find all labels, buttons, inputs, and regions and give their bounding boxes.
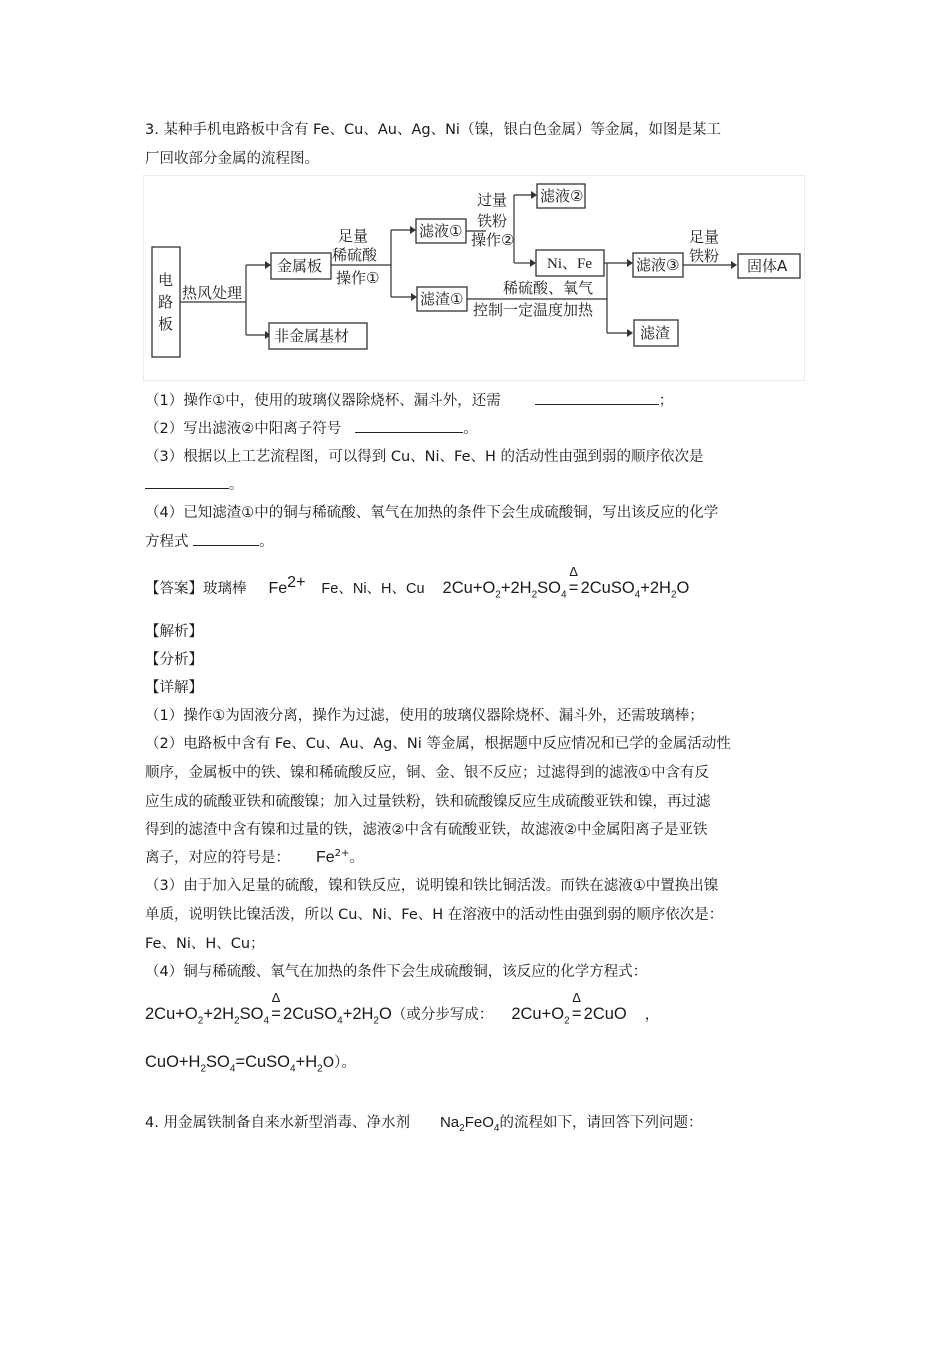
q3-sub3-end: 。 bbox=[229, 477, 244, 493]
answer-blank-3[interactable] bbox=[145, 474, 229, 489]
analysis-p2e: 离子，对应的符号是： $Fe^{2+}$。 bbox=[145, 848, 364, 866]
analysis-p2a: （2）电路板中含有 Fe、Cu、Au、Ag、Ni 等金属，根据题中反应情况和已学的金属活动性 bbox=[145, 736, 731, 752]
heat-label-2: 控制一定温度加热 bbox=[473, 301, 594, 319]
analysis-p2c: 应生成的硫酸亚铁和硫酸镍；加入过量铁粉，铁和硫酸镍反应生成硫酸亚铁和镍，再过滤 bbox=[145, 794, 711, 810]
circuit-board-char3: 板 bbox=[158, 315, 174, 333]
heat-equals-sign-2: Δ = bbox=[271, 990, 281, 1023]
answer-label: 【答案】玻璃棒 bbox=[145, 580, 247, 597]
hot-air-label: 热风处理 bbox=[182, 284, 243, 302]
answer-order: Fe、Ni、H、Cu bbox=[321, 580, 425, 597]
q3-sub4-end: 。 bbox=[259, 534, 274, 550]
filtrate3-label: 滤液③ bbox=[636, 256, 680, 274]
iron-label-2: 铁粉 bbox=[477, 212, 508, 230]
iron2-label-2: 铁粉 bbox=[689, 247, 720, 265]
q3-sub3: （3）根据以上工艺流程图，可以得到 Cu、Ni、Fe、H 的活动性由强到弱的顺序依次是 bbox=[145, 449, 704, 465]
q3-sub4b-text: 方程式 bbox=[145, 534, 189, 550]
heat-equals-sign: Δ = bbox=[568, 563, 579, 597]
q3-sub4b bbox=[145, 530, 274, 551]
metal-board-label: 金属板 bbox=[277, 257, 323, 275]
analysis-p3c: Fe、Ni、H、Cu； bbox=[145, 936, 265, 952]
answer-equation: $2Cu+O_2+2H_2SO_4$ Δ = $2CuSO_4+2H_2O$ bbox=[442, 563, 690, 601]
q3-line1: 3. 某种手机电路板中含有 Fe、Cu、Au、Ag、Ni（镍，银白色金属）等金属，如图是某工 bbox=[145, 122, 721, 138]
q3-sub1-text: （1）操作①中，使用的玻璃仪器除烧杯、漏斗外，还需 bbox=[145, 393, 501, 409]
q3-line2: 厂回收部分金属的流程图。 bbox=[145, 151, 319, 167]
q3-sub1-end: ； bbox=[658, 393, 674, 409]
answer-blank-4[interactable] bbox=[193, 531, 259, 546]
answer-line bbox=[145, 563, 690, 601]
circuit-board-char2: 路 bbox=[158, 293, 174, 311]
q3-sub2-text: （2）写出滤液②中阳离子符号 bbox=[145, 421, 342, 437]
analysis-equation-line: $2Cu+O_2+2H_2SO_4$ Δ = $2CuSO_4+2H_2O$（或分步写成： $2Cu+O_2$ Δ = 2CuO ， bbox=[145, 990, 660, 1027]
analysis-fenxi: 【分析】 bbox=[145, 652, 203, 668]
analysis-jiexi: 【解析】 bbox=[145, 624, 203, 640]
answer-ion-charge: 2+ bbox=[287, 574, 306, 591]
residue-label: 滤渣 bbox=[640, 324, 671, 342]
analysis-xiangjie: 【详解】 bbox=[145, 680, 203, 696]
q3-sub2 bbox=[145, 417, 478, 438]
q4-line: 4. 用金属铁制备自来水新型消毒、净水剂 $Na_2FeO_4$的流程如下，请回答下列问题： bbox=[145, 1114, 703, 1134]
analysis-p3b: 单质，说明铁比镍活泼，所以 Cu、Ni、Fe、H 在溶液中的活动性由强到弱的顺序依次是： bbox=[145, 907, 724, 923]
analysis-p2b: 顺序，金属板中的铁、镍和稀硫酸反应，铜、金、银不反应；过滤得到的滤液①中含有反 bbox=[145, 765, 709, 781]
residue1-label: 滤渣① bbox=[420, 290, 464, 308]
answer-blank-2[interactable] bbox=[355, 418, 463, 433]
circuit-board-char1: 电 bbox=[158, 271, 174, 289]
q3-sub1 bbox=[145, 389, 673, 410]
nonmetal-label: 非金属基材 bbox=[274, 327, 350, 345]
filtrate2-label: 滤液② bbox=[540, 187, 584, 205]
answer-ion: Fe bbox=[268, 579, 288, 597]
flow-diagram bbox=[143, 175, 805, 381]
analysis-p4: （4）铜与稀硫酸、氧气在加热的条件下会生成硫酸铜，该反应的化学方程式： bbox=[145, 964, 648, 980]
solid-a-label: 固体A bbox=[747, 257, 788, 275]
analysis-p2d: 得到的滤渣中含有镍和过量的铁，滤液②中含有硫酸亚铁，故滤液②中金属阳离子是亚铁 bbox=[145, 822, 708, 838]
acid-label-3: 操作① bbox=[336, 269, 380, 287]
iron-label-1: 过量 bbox=[477, 191, 508, 209]
nife-label: Ni、Fe bbox=[547, 256, 593, 272]
q3-sub2-end: 。 bbox=[463, 421, 478, 437]
iron-label-3: 操作② bbox=[471, 231, 515, 249]
acid-label-2: 稀硫酸 bbox=[332, 246, 378, 264]
analysis-equation-line-2: $CuO+H_2SO_4=CuSO_4+H_2O$）。 bbox=[145, 1053, 356, 1075]
analysis-p1: （1）操作①为固液分离，操作为过滤，使用的玻璃仪器除烧杯、漏斗外，还需玻璃棒； bbox=[145, 708, 704, 724]
heat-equals-sign-3: Δ = bbox=[571, 990, 582, 1023]
heat-label-1: 稀硫酸、氧气 bbox=[503, 279, 594, 297]
analysis-p3a: （3）由于加入足量的硫酸，镍和铁反应，说明镍和铁比铜活泼。而铁在滤液①中置换出镍 bbox=[145, 878, 719, 894]
acid-label-1: 足量 bbox=[338, 227, 369, 245]
q3-sub4a: （4）已知滤渣①中的铜与稀硫酸、氧气在加热的条件下会生成硫酸铜，写出该反应的化学 bbox=[145, 505, 719, 521]
filtrate1-label: 滤液① bbox=[419, 222, 463, 240]
answer-blank-1[interactable] bbox=[535, 390, 659, 405]
q3-sub3-cont bbox=[145, 473, 244, 494]
iron2-label-1: 足量 bbox=[689, 228, 720, 246]
